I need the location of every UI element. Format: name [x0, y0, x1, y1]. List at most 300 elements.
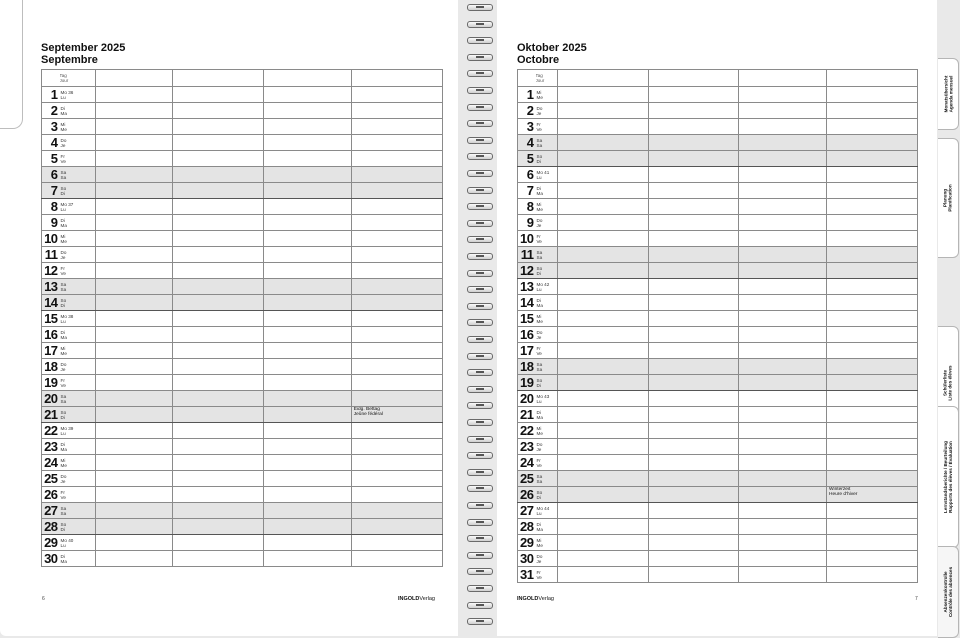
entry-cell[interactable] [351, 183, 442, 199]
entry-cell[interactable] [351, 247, 442, 263]
entry-cell[interactable] [739, 359, 827, 375]
entry-cell[interactable] [558, 471, 649, 487]
day-number: 6 [518, 167, 536, 183]
entry-cell[interactable] [263, 439, 351, 455]
entry-cell[interactable] [558, 263, 649, 279]
entry-cell[interactable] [263, 215, 351, 231]
entry-cell[interactable] [827, 519, 918, 535]
entry-cell[interactable] [351, 295, 442, 311]
register-tab[interactable] [938, 58, 959, 130]
entry-cell[interactable] [96, 199, 173, 215]
entry-cell[interactable] [96, 519, 173, 535]
entry-cell[interactable] [649, 535, 739, 551]
day-number: 28 [518, 519, 536, 535]
entry-cell[interactable] [263, 535, 351, 551]
entry-cell[interactable] [827, 135, 918, 151]
entry-cell[interactable] [96, 535, 173, 551]
entry-cell[interactable] [827, 327, 918, 343]
entry-cell[interactable] [649, 279, 739, 295]
day-number: 22 [518, 423, 536, 439]
entry-cell[interactable] [827, 567, 918, 583]
entry-cell[interactable] [96, 487, 173, 503]
entry-cell[interactable] [558, 343, 649, 359]
entry-cell[interactable] [96, 183, 173, 199]
entry-cell[interactable] [351, 503, 442, 519]
weekday-fr: Je [60, 366, 66, 372]
entry-cell[interactable] [263, 471, 351, 487]
entry-cell[interactable] [558, 279, 649, 295]
entry-cell[interactable] [558, 359, 649, 375]
entry-cell[interactable] [558, 103, 649, 119]
entry-cell[interactable] [96, 327, 173, 343]
entry-cell[interactable] [96, 423, 173, 439]
entry-cell[interactable] [739, 311, 827, 327]
entry-cell[interactable] [739, 151, 827, 167]
entry-cell[interactable] [739, 455, 827, 471]
entry-cell[interactable] [649, 487, 739, 503]
entry-cell[interactable] [739, 535, 827, 551]
entry-cell[interactable] [263, 103, 351, 119]
day-row [518, 375, 918, 391]
entry-cell[interactable] [558, 439, 649, 455]
entry-cell[interactable] [739, 263, 827, 279]
entry-cell[interactable] [827, 183, 918, 199]
entry-cell[interactable] [739, 119, 827, 135]
spiral-coil [467, 104, 493, 111]
weekday-de: Di [536, 409, 541, 415]
register-tab[interactable] [938, 138, 959, 258]
entry-cell[interactable] [173, 439, 263, 455]
weekday-fr: Me [536, 206, 543, 212]
entry-cell[interactable] [649, 311, 739, 327]
entry-cell[interactable] [96, 359, 173, 375]
entry-cell[interactable] [173, 103, 263, 119]
entry-cell[interactable] [173, 295, 263, 311]
entry-cell[interactable] [263, 375, 351, 391]
entry-cell[interactable] [739, 551, 827, 567]
weekday-abbr [60, 215, 96, 231]
header-day-label [536, 70, 558, 87]
column-header-blank [739, 70, 827, 87]
day-number: 22 [42, 423, 60, 439]
entry-cell[interactable] [351, 327, 442, 343]
entry-cell[interactable] [739, 295, 827, 311]
entry-cell[interactable] [558, 231, 649, 247]
entry-cell[interactable] [649, 151, 739, 167]
entry-cell[interactable] [649, 391, 739, 407]
entry-cell[interactable] [649, 551, 739, 567]
entry-cell[interactable] [351, 231, 442, 247]
entry-cell[interactable] [96, 263, 173, 279]
entry-cell[interactable] [351, 279, 442, 295]
spiral-coil [467, 270, 493, 277]
entry-cell[interactable] [649, 423, 739, 439]
entry-cell[interactable] [649, 359, 739, 375]
entry-cell[interactable] [96, 407, 173, 423]
entry-cell[interactable] [96, 151, 173, 167]
day-row [42, 215, 443, 231]
entry-cell[interactable] [739, 103, 827, 119]
entry-cell[interactable] [558, 151, 649, 167]
entry-cell[interactable] [263, 87, 351, 103]
entry-cell[interactable] [173, 119, 263, 135]
entry-cell[interactable] [173, 327, 263, 343]
entry-cell[interactable] [739, 135, 827, 151]
entry-cell[interactable] [558, 87, 649, 103]
entry-cell[interactable] [649, 231, 739, 247]
entry-cell[interactable] [351, 519, 442, 535]
entry-cell[interactable] [263, 263, 351, 279]
entry-cell[interactable] [649, 567, 739, 583]
entry-cell[interactable] [351, 215, 442, 231]
weekday-fr: Ve [536, 574, 542, 580]
entry-cell[interactable] [351, 343, 442, 359]
day-row [42, 343, 443, 359]
register-tab[interactable] [938, 546, 959, 638]
entry-cell[interactable] [351, 311, 442, 327]
weekday-abbr [60, 103, 96, 119]
entry-cell[interactable] [173, 407, 263, 423]
entry-cell[interactable] [739, 87, 827, 103]
day-row [518, 311, 918, 327]
spiral-coil [467, 552, 493, 559]
entry-cell[interactable] [558, 391, 649, 407]
entry-cell[interactable] [96, 471, 173, 487]
entry-cell[interactable] [558, 423, 649, 439]
day-row [42, 375, 443, 391]
entry-cell[interactable] [263, 167, 351, 183]
entry-cell[interactable] [173, 455, 263, 471]
register-tab[interactable] [938, 406, 959, 548]
entry-cell[interactable] [173, 391, 263, 407]
day-row [518, 183, 918, 199]
entry-cell[interactable] [173, 311, 263, 327]
weekday-abbr [536, 311, 558, 327]
entry-cell[interactable] [558, 135, 649, 151]
entry-cell[interactable] [558, 535, 649, 551]
entry-cell[interactable] [173, 519, 263, 535]
entry-cell[interactable] [739, 391, 827, 407]
entry-cell[interactable] [827, 455, 918, 471]
entry-cell[interactable] [739, 407, 827, 423]
entry-cell[interactable] [351, 407, 442, 423]
entry-cell[interactable] [263, 519, 351, 535]
entry-cell[interactable] [263, 151, 351, 167]
entry-cell[interactable] [827, 263, 918, 279]
entry-cell[interactable] [351, 535, 442, 551]
entry-cell[interactable] [558, 167, 649, 183]
entry-cell[interactable] [173, 551, 263, 567]
entry-cell[interactable] [263, 247, 351, 263]
entry-cell[interactable] [649, 455, 739, 471]
entry-cell[interactable] [558, 247, 649, 263]
entry-cell[interactable] [351, 391, 442, 407]
weekday-de: Mi [60, 233, 66, 239]
entry-cell[interactable] [351, 103, 442, 119]
entry-cell[interactable] [96, 119, 173, 135]
weekday-de: Mi [536, 89, 542, 95]
entry-cell[interactable] [558, 375, 649, 391]
entry-cell[interactable] [827, 295, 918, 311]
entry-cell[interactable] [827, 279, 918, 295]
entry-cell[interactable] [96, 343, 173, 359]
entry-cell[interactable] [173, 423, 263, 439]
entry-cell[interactable] [558, 567, 649, 583]
entry-cell[interactable] [173, 247, 263, 263]
entry-cell[interactable] [739, 199, 827, 215]
entry-cell[interactable] [263, 343, 351, 359]
entry-cell[interactable] [263, 327, 351, 343]
entry-cell[interactable] [827, 439, 918, 455]
entry-cell[interactable] [263, 391, 351, 407]
entry-cell[interactable] [827, 375, 918, 391]
entry-cell[interactable] [649, 343, 739, 359]
entry-cell[interactable] [558, 503, 649, 519]
entry-cell[interactable] [739, 215, 827, 231]
entry-cell[interactable] [827, 199, 918, 215]
entry-cell[interactable] [827, 487, 918, 503]
entry-cell[interactable] [649, 87, 739, 103]
day-number: 9 [518, 215, 536, 231]
entry-cell[interactable] [263, 183, 351, 199]
weekday-fr: Me [536, 542, 543, 548]
entry-cell[interactable] [173, 487, 263, 503]
weekday-fr: Di [60, 414, 65, 420]
entry-cell[interactable] [351, 263, 442, 279]
entry-cell[interactable] [558, 487, 649, 503]
entry-cell[interactable] [351, 359, 442, 375]
entry-cell[interactable] [739, 247, 827, 263]
day-row [42, 359, 443, 375]
entry-cell[interactable] [263, 119, 351, 135]
day-row [518, 423, 918, 439]
entry-cell[interactable] [173, 279, 263, 295]
entry-cell[interactable] [173, 263, 263, 279]
entry-cell[interactable] [739, 423, 827, 439]
entry-cell[interactable] [351, 151, 442, 167]
entry-cell[interactable] [173, 199, 263, 215]
entry-cell[interactable] [351, 487, 442, 503]
entry-cell[interactable] [649, 327, 739, 343]
entry-cell[interactable] [263, 407, 351, 423]
weekday-abbr [60, 247, 96, 263]
entry-cell[interactable] [739, 231, 827, 247]
header-tag: Tag [535, 73, 543, 78]
entry-cell[interactable] [263, 455, 351, 471]
entry-cell[interactable] [827, 407, 918, 423]
entry-cell[interactable] [351, 471, 442, 487]
weekday-abbr [60, 455, 96, 471]
entry-cell[interactable] [263, 423, 351, 439]
entry-cell[interactable] [827, 167, 918, 183]
entry-cell[interactable] [96, 503, 173, 519]
entry-cell[interactable] [649, 503, 739, 519]
entry-cell[interactable] [173, 151, 263, 167]
entry-cell[interactable] [96, 375, 173, 391]
weekday-abbr [536, 567, 558, 583]
entry-cell[interactable] [96, 391, 173, 407]
left-page [0, 0, 458, 636]
entry-cell[interactable] [739, 471, 827, 487]
entry-cell[interactable] [558, 215, 649, 231]
entry-cell[interactable] [649, 519, 739, 535]
spiral-coil [467, 402, 493, 409]
entry-cell[interactable] [263, 487, 351, 503]
entry-cell[interactable] [263, 279, 351, 295]
weekday-fr: Di [536, 270, 541, 276]
entry-cell[interactable] [173, 471, 263, 487]
entry-cell[interactable] [827, 343, 918, 359]
spiral-coil [467, 203, 493, 210]
entry-cell[interactable] [558, 455, 649, 471]
entry-cell[interactable] [558, 519, 649, 535]
entry-cell[interactable] [96, 279, 173, 295]
weekday-fr: Lu [536, 398, 542, 404]
entry-cell[interactable] [739, 279, 827, 295]
day-row [518, 567, 918, 583]
entry-cell[interactable] [351, 375, 442, 391]
entry-cell[interactable] [173, 503, 263, 519]
entry-cell[interactable] [649, 247, 739, 263]
entry-cell[interactable] [263, 295, 351, 311]
entry-cell[interactable] [263, 359, 351, 375]
entry-cell[interactable] [173, 343, 263, 359]
entry-cell[interactable] [558, 327, 649, 343]
entry-cell[interactable] [263, 199, 351, 215]
day-row [518, 231, 918, 247]
entry-cell[interactable] [351, 551, 442, 567]
day-number: 25 [42, 471, 60, 487]
entry-cell[interactable] [351, 87, 442, 103]
entry-cell[interactable] [649, 295, 739, 311]
entry-cell[interactable] [739, 567, 827, 583]
entry-cell[interactable] [649, 215, 739, 231]
entry-cell[interactable] [827, 423, 918, 439]
entry-cell[interactable] [351, 423, 442, 439]
entry-cell[interactable] [739, 167, 827, 183]
weekday-fr: Ma [60, 558, 67, 564]
entry-cell[interactable] [827, 151, 918, 167]
entry-cell[interactable] [173, 87, 263, 103]
entry-cell[interactable] [558, 407, 649, 423]
entry-cell[interactable] [649, 183, 739, 199]
spiral-coil [467, 452, 493, 459]
weekday-de: Do [536, 217, 543, 223]
entry-cell[interactable] [173, 359, 263, 375]
entry-cell[interactable] [263, 231, 351, 247]
entry-cell[interactable] [649, 263, 739, 279]
spiral-coil [467, 336, 493, 343]
column-header-blank [649, 70, 739, 87]
entry-cell[interactable] [827, 359, 918, 375]
entry-cell[interactable] [96, 135, 173, 151]
entry-cell[interactable] [827, 391, 918, 407]
entry-cell[interactable] [351, 439, 442, 455]
entry-cell[interactable] [558, 199, 649, 215]
entry-cell[interactable] [827, 471, 918, 487]
entry-cell[interactable] [96, 87, 173, 103]
entry-cell[interactable] [558, 183, 649, 199]
entry-cell[interactable] [827, 215, 918, 231]
entry-cell[interactable] [739, 487, 827, 503]
entry-cell[interactable] [827, 87, 918, 103]
entry-cell[interactable] [827, 551, 918, 567]
entry-cell[interactable] [351, 119, 442, 135]
entry-cell[interactable] [96, 103, 173, 119]
entry-cell[interactable] [173, 167, 263, 183]
weekday-de: Mi [60, 457, 66, 463]
entry-cell[interactable] [173, 183, 263, 199]
entry-cell[interactable] [739, 327, 827, 343]
entry-cell[interactable] [739, 183, 827, 199]
entry-cell[interactable] [649, 439, 739, 455]
entry-cell[interactable] [827, 503, 918, 519]
entry-cell[interactable] [96, 311, 173, 327]
entry-cell[interactable] [173, 375, 263, 391]
entry-cell[interactable] [558, 119, 649, 135]
entry-cell[interactable] [649, 103, 739, 119]
entry-cell[interactable] [649, 375, 739, 391]
entry-cell[interactable] [351, 135, 442, 151]
weekday-abbr [536, 455, 558, 471]
entry-cell[interactable] [173, 535, 263, 551]
entry-cell[interactable] [827, 231, 918, 247]
entry-cell[interactable] [96, 551, 173, 567]
entry-cell[interactable] [558, 551, 649, 567]
entry-cell[interactable] [739, 343, 827, 359]
entry-cell[interactable] [351, 199, 442, 215]
entry-cell[interactable] [263, 551, 351, 567]
weekday-abbr [60, 471, 96, 487]
entry-cell[interactable] [263, 311, 351, 327]
entry-cell[interactable] [96, 295, 173, 311]
entry-cell[interactable] [263, 135, 351, 151]
entry-cell[interactable] [96, 167, 173, 183]
entry-cell[interactable] [173, 135, 263, 151]
entry-cell[interactable] [827, 247, 918, 263]
entry-cell[interactable] [827, 103, 918, 119]
entry-cell[interactable] [739, 519, 827, 535]
entry-cell[interactable] [649, 135, 739, 151]
entry-cell[interactable] [263, 503, 351, 519]
entry-cell[interactable] [827, 311, 918, 327]
entry-cell[interactable] [739, 375, 827, 391]
entry-cell[interactable] [739, 439, 827, 455]
entry-cell[interactable] [96, 455, 173, 471]
entry-cell[interactable] [827, 535, 918, 551]
entry-cell[interactable] [558, 295, 649, 311]
entry-cell[interactable] [649, 167, 739, 183]
weekday-fr: Ve [536, 350, 542, 356]
entry-cell[interactable] [173, 215, 263, 231]
day-row [518, 503, 918, 519]
entry-cell[interactable] [173, 231, 263, 247]
entry-cell[interactable] [739, 503, 827, 519]
entry-cell[interactable] [96, 247, 173, 263]
entry-cell[interactable] [351, 167, 442, 183]
entry-cell[interactable] [649, 471, 739, 487]
weekday-abbr [60, 263, 96, 279]
entry-cell[interactable] [649, 199, 739, 215]
entry-cell[interactable] [827, 119, 918, 135]
entry-cell[interactable] [96, 215, 173, 231]
entry-cell[interactable] [351, 455, 442, 471]
entry-cell[interactable] [96, 231, 173, 247]
entry-cell[interactable] [96, 439, 173, 455]
entry-cell[interactable] [558, 311, 649, 327]
entry-cell[interactable] [649, 119, 739, 135]
entry-cell[interactable] [649, 407, 739, 423]
